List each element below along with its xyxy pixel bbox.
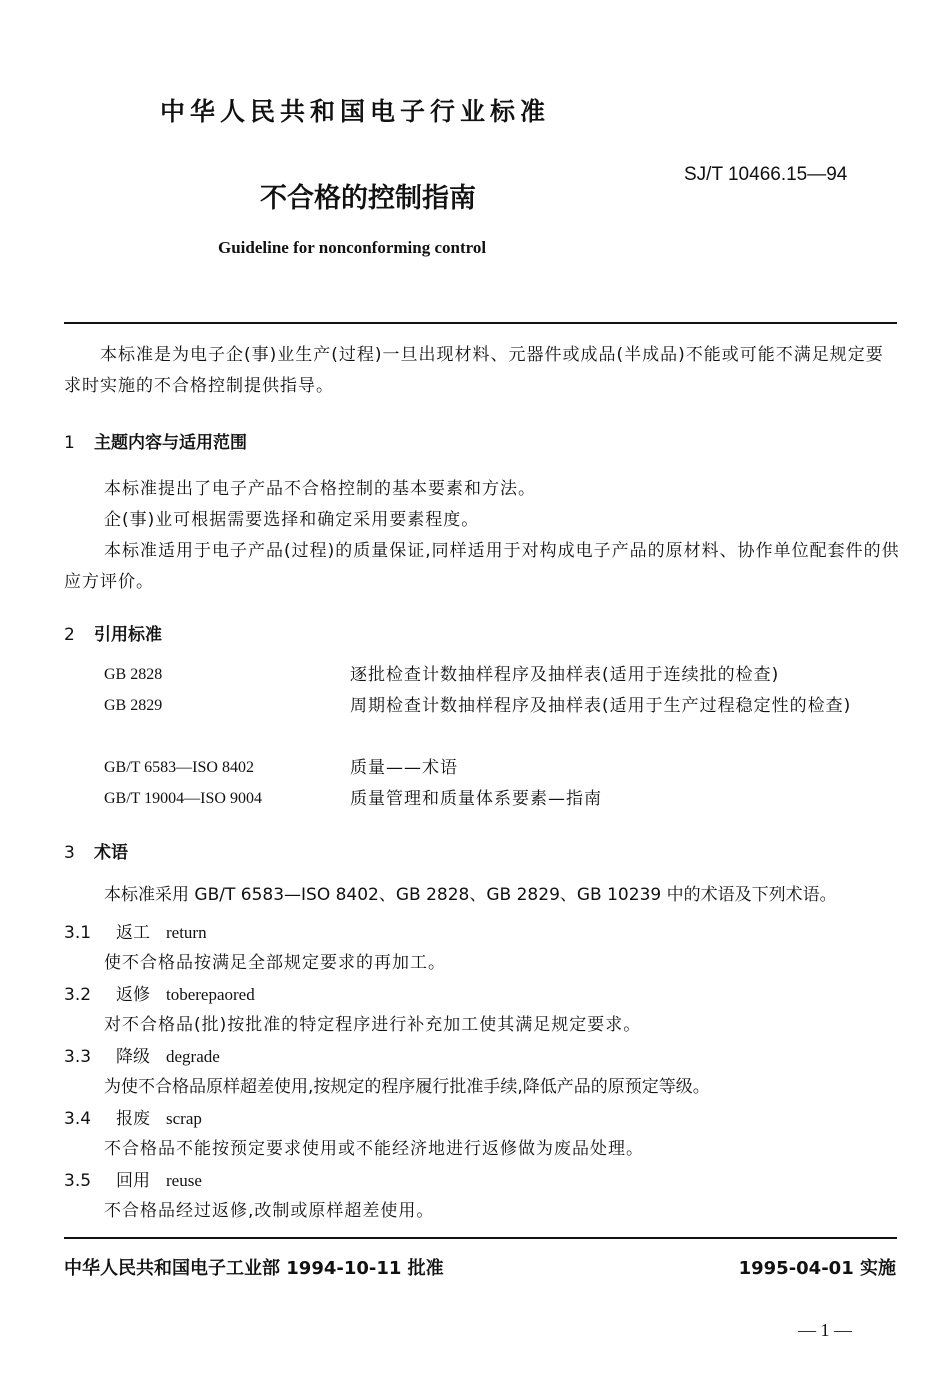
bottom-divider <box>64 1237 897 1239</box>
document-title: 不合格的控制指南 <box>260 183 476 214</box>
section-2-heading <box>64 620 162 645</box>
intro-paragraph: 本标准是为电子企(事)业生产(过程)一旦出现材料、元器件或成品(半成品)不能或可能不满足规定要求时实施的不合格控制提供指导。 <box>64 345 884 396</box>
term-definition: 不合格品经过返修,改制或原样超差使用。 <box>104 1201 435 1221</box>
approval-line: 中华人民共和国电子工业部 1994-10-11 批准 <box>64 1258 444 1279</box>
section-title: 术语 <box>94 843 128 863</box>
reference-code: GB/T 19004—ISO 9004 <box>104 790 262 807</box>
section-1-paragraph: 本标准提出了电子产品不合格控制的基本要素和方法。 <box>104 479 536 499</box>
term-definition: 为使不合格品原样超差使用,按规定的程序履行批准手续,降低产品的原预定等级。 <box>104 1077 710 1097</box>
reference-title: 周期检查计数抽样程序及抽样表(适用于生产过程稳定性的检查) <box>350 696 852 716</box>
implementation-date: 1995-04-01 实施 <box>738 1258 896 1279</box>
term-heading <box>64 980 255 1005</box>
term-chinese: 降级 <box>116 1047 150 1067</box>
term-definition: 使不合格品按满足全部规定要求的再加工。 <box>104 953 446 973</box>
term-number: 3.5 <box>64 1171 92 1191</box>
term-english: reuse <box>166 1171 202 1190</box>
section-title: 主题内容与适用范围 <box>94 433 247 453</box>
term-english: return <box>166 923 207 942</box>
reference-code: GB 2828 <box>104 666 163 683</box>
section-number: 3 <box>64 843 75 863</box>
term-heading <box>64 1166 202 1191</box>
term-chinese: 报废 <box>116 1109 150 1129</box>
reference-title: 质量管理和质量体系要素—指南 <box>350 789 602 809</box>
section-number: 2 <box>64 625 75 645</box>
term-chinese: 返修 <box>116 985 150 1005</box>
reference-code: GB/T 6583—ISO 8402 <box>104 759 254 776</box>
term-english: scrap <box>166 1109 202 1128</box>
term-number: 3.3 <box>64 1047 92 1067</box>
section-1-paragraph: 本标准适用于电子产品(过程)的质量保证,同样适用于对构成电子产品的原材料、协作单位配套件的供应方评价。 <box>64 541 900 592</box>
section-title: 引用标准 <box>94 625 162 645</box>
reference-title: 质量——术语 <box>350 758 458 778</box>
section-1-heading <box>64 428 247 453</box>
term-heading <box>64 1042 220 1067</box>
term-number: 3.1 <box>64 923 92 943</box>
term-definition: 不合格品不能按预定要求使用或不能经济地进行返修做为废品处理。 <box>104 1139 644 1159</box>
term-chinese: 回用 <box>116 1171 150 1191</box>
section-1-paragraph: 企(事)业可根据需要选择和确定采用要素程度。 <box>104 510 480 530</box>
term-number: 3.4 <box>64 1109 92 1129</box>
section-3-intro: 本标准采用 GB/T 6583—ISO 8402、GB 2828、GB 2829、GB 10239 中的术语及下列术语。 <box>104 885 837 905</box>
term-chinese: 返工 <box>116 923 150 943</box>
term-english: toberepaored <box>166 985 255 1004</box>
term-definition: 对不合格品(批)按批准的特定程序进行补充加工使其满足规定要求。 <box>104 1015 642 1035</box>
reference-title: 逐批检查计数抽样程序及抽样表(适用于连续批的检查) <box>350 665 780 685</box>
term-english: degrade <box>166 1047 220 1066</box>
term-number: 3.2 <box>64 985 92 1005</box>
section-3-heading <box>64 838 128 863</box>
page-number: — 1 — <box>798 1320 852 1340</box>
reference-code: GB 2829 <box>104 697 163 714</box>
section-number: 1 <box>64 433 75 453</box>
standard-number: SJ/T 10466.15—94 <box>684 164 848 185</box>
term-heading <box>64 918 207 943</box>
industry-standard-heading: 中华人民共和国电子行业标准 <box>160 97 551 126</box>
document-title-english: Guideline for nonconforming control <box>218 238 487 257</box>
top-divider <box>64 322 897 324</box>
term-heading <box>64 1104 202 1129</box>
